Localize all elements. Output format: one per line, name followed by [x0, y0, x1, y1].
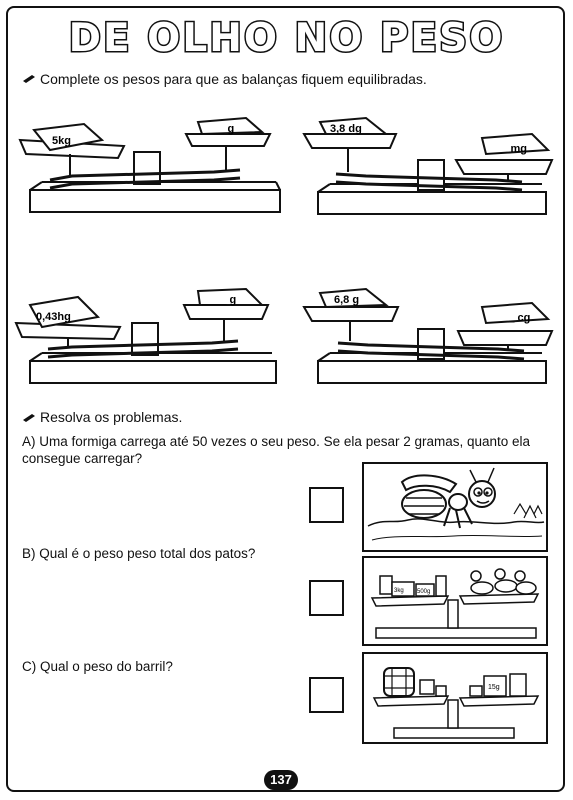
problem-b: [22, 545, 302, 562]
left-weight-label: 5kg: [52, 135, 71, 147]
problem-c: [22, 658, 302, 675]
left-weight-label: 0,43hg: [36, 311, 71, 323]
problem-c-text: Qual o peso do barril?: [40, 659, 173, 674]
right-weight-label: ____ g: [200, 123, 235, 135]
weight-15g-label: 15g: [488, 684, 500, 691]
instruction-balance: Complete os pesos para que as balanças fiquem equilibradas.: [40, 71, 427, 87]
ducks-scale-icon: [364, 558, 546, 644]
left-weight-label: 6,8 g: [334, 294, 360, 306]
title-banner: [0, 12, 573, 60]
weight-500g-label: 500g: [417, 589, 431, 595]
barrel-scale-illustration: [362, 652, 548, 744]
balance-scale-1: [14, 110, 284, 225]
balance-scale-2: [296, 110, 558, 225]
balance-scale-3: [12, 283, 284, 395]
ducks-scale-illustration: [362, 556, 548, 646]
ant-carrying-icon: [364, 464, 546, 550]
problem-c-label: C): [22, 659, 37, 674]
barrel-scale-icon: [364, 654, 546, 742]
left-weight-label: 3,8 dg: [330, 123, 362, 135]
weight-3kg-label: 3kg: [394, 588, 404, 594]
right-weight-label: ____ g: [202, 294, 237, 306]
answer-box-c[interactable]: [309, 677, 344, 713]
answer-box-a[interactable]: [309, 487, 344, 523]
ant-illustration: [362, 462, 548, 552]
page-title: DE OLHO NO PESO: [68, 16, 505, 61]
balance-scale-4: [298, 283, 558, 395]
page-number: 137: [264, 770, 298, 790]
problem-b-label: B): [22, 546, 36, 561]
problem-a-label: A): [22, 434, 36, 449]
right-weight-label: ____ cg: [490, 312, 531, 324]
pencil-bullet-icon: [22, 74, 36, 83]
answer-box-b[interactable]: [309, 580, 344, 616]
right-weight-label: ____mg: [486, 143, 527, 155]
pencil-bullet-icon: [22, 413, 36, 422]
problem-a-text: Uma formiga carrega até 50 vezes o seu peso. Se ela pesar 2 gramas, quanto ela consegue carregar?: [22, 434, 531, 466]
problem-b-text: Qual é o peso peso total dos patos?: [39, 546, 256, 561]
instruction-problems: Resolva os problemas.: [40, 409, 183, 425]
